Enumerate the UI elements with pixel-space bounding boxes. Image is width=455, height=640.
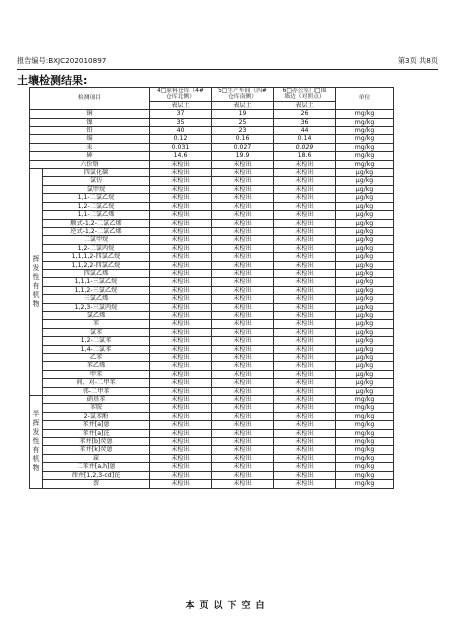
table-row [30,177,394,185]
analyte-name: 汞 [30,143,150,151]
analyte-name: 氯仿 [43,177,150,185]
unit-cell: mg/kg [336,438,394,446]
analyte-name: 䓛 [43,454,150,462]
table-row [30,412,394,420]
value-col3: 未检出 [274,337,336,345]
analyte-name: 间、对-二甲苯 [43,379,150,387]
value-col2: 0.027 [212,143,274,151]
value-col2: 未检出 [212,404,274,412]
value-col2: 未检出 [212,345,274,353]
category-svoc: 半挥发性有机物 [30,396,43,488]
table-row [30,227,394,235]
header-col1-line1: 4□原料仓库（4# [157,88,204,94]
value-col1: 未检出 [150,194,212,202]
value-col1: 40 [150,127,212,135]
value-col2: 未检出 [212,286,274,294]
unit-cell: mg/kg [336,143,394,151]
table-row [30,337,394,345]
value-col1: 未检出 [150,412,212,420]
value-col2: 未检出 [212,253,274,261]
table-row [30,396,394,404]
value-col2: 25 [212,118,274,126]
value-col3: 未检出 [274,295,336,303]
table-row [30,244,394,252]
value-col2: 未检出 [212,278,274,286]
value-col1: 未检出 [150,169,212,177]
header-col3 [274,88,336,102]
table-row [30,278,394,286]
analyte-name: 氯甲烷 [43,185,150,193]
value-col2: 未检出 [212,370,274,378]
unit-cell: μg/kg [336,202,394,210]
value-col2: 未检出 [212,429,274,437]
analyte-name: 四氯乙烯 [43,269,150,277]
value-col2: 未检出 [212,471,274,479]
value-col3: 18.6 [274,152,336,160]
unit-cell: μg/kg [336,169,394,177]
value-col2: 未检出 [212,211,274,219]
value-col2: 未检出 [212,354,274,362]
table-row [30,303,394,311]
value-col3: 未检出 [274,311,336,319]
value-col3: 未检出 [274,269,336,277]
value-col2: 未检出 [212,396,274,404]
value-col2: 未检出 [212,303,274,311]
table-row [30,379,394,387]
value-col2: 未检出 [212,194,274,202]
value-col3: 未检出 [274,328,336,336]
value-col1: 未检出 [150,387,212,395]
value-col3: 未检出 [274,454,336,462]
table-row [30,202,394,210]
table-row [30,286,394,294]
blank-notice: 本页以下空白 [185,601,270,611]
value-col2: 未检出 [212,463,274,471]
analyte-name: 1,4-二氯苯 [43,345,150,353]
report-number-label: 报告编号: [17,56,49,65]
value-col2: 未检出 [212,295,274,303]
value-col1: 37 [150,110,212,118]
unit-cell: μg/kg [336,311,394,319]
unit-cell: μg/kg [336,194,394,202]
report-number [17,54,106,68]
subheader-col1: 表层土 [150,101,212,109]
value-col1: 未检出 [150,471,212,479]
unit-cell: μg/kg [336,269,394,277]
value-col3: 未检出 [274,404,336,412]
analyte-name: 铅 [30,127,150,135]
value-col2: 未检出 [212,311,274,319]
table-row [30,446,394,454]
value-col1: 未检出 [150,269,212,277]
analyte-name: 1,2-二氯乙烷 [43,202,150,210]
analyte-name: 1,1,2,2-四氯乙烷 [43,261,150,269]
table-row [30,421,394,429]
table-row [30,127,394,135]
value-col1: 未检出 [150,311,212,319]
value-col3: 0.14 [274,135,336,143]
unit-cell: mg/kg [336,454,394,462]
header-col2 [212,88,274,102]
analyte-name: 1,1-二氯乙烷 [43,194,150,202]
header-col3-line1: 6□办公室门□围 [282,88,327,94]
unit-cell: mg/kg [336,152,394,160]
analyte-name: 砷 [30,152,150,160]
table-row [30,320,394,328]
value-col3: 未检出 [274,278,336,286]
value-col2: 未检出 [212,177,274,185]
analyte-name: 苯 [43,320,150,328]
analyte-name: 三氯乙烯 [43,295,150,303]
value-col1: 未检出 [150,261,212,269]
value-col2: 未检出 [212,202,274,210]
value-col2: 23 [212,127,274,135]
value-col2: 未检出 [212,480,274,488]
analyte-name: 茚并[1,2,3-cd]芘 [43,471,150,479]
value-col1: 未检出 [150,446,212,454]
table-row [30,429,394,437]
analyte-name: 1,1-二氯乙烯 [43,211,150,219]
value-col3: 未检出 [274,202,336,210]
analyte-name: 苯乙烯 [43,362,150,370]
value-col2: 未检出 [212,169,274,177]
analyte-name: 1,2-二氯苯 [43,337,150,345]
value-col1: 未检出 [150,320,212,328]
header-item: 检测项目 [30,88,150,110]
value-col1: 未检出 [150,354,212,362]
value-col3: 未检出 [274,236,336,244]
unit-cell: μg/kg [336,303,394,311]
value-col3: 未检出 [274,286,336,294]
unit-cell: μg/kg [336,185,394,193]
value-col1: 未检出 [150,244,212,252]
unit-cell: μg/kg [336,337,394,345]
value-col2: 未检出 [212,160,274,168]
value-col3: 未检出 [274,219,336,227]
value-col3: 未检出 [274,463,336,471]
value-col2: 未检出 [212,219,274,227]
value-col3: 未检出 [274,354,336,362]
unit-cell: μg/kg [336,345,394,353]
header-col1 [150,88,212,102]
value-col1: 35 [150,118,212,126]
value-col3: 未检出 [274,194,336,202]
unit-cell: μg/kg [336,370,394,378]
value-col3: 未检出 [274,387,336,395]
unit-cell: μg/kg [336,295,394,303]
analyte-name: 1,2,3-三氯丙烷 [43,303,150,311]
table-row [30,362,394,370]
analyte-name: 1,1,1-三氯乙烷 [43,278,150,286]
value-col1: 未检出 [150,177,212,185]
unit-cell: mg/kg [336,135,394,143]
table-row [30,328,394,336]
unit-cell: mg/kg [336,429,394,437]
value-col1: 未检出 [150,211,212,219]
value-col3: 0.029 [274,143,336,151]
table-header-row [30,88,394,102]
value-col3: 未检出 [274,412,336,420]
analyte-name: 1,1,1,2-四氯乙烷 [43,253,150,261]
report-number-value: BXJC202010897 [48,56,107,65]
value-col2: 未检出 [212,185,274,193]
value-col3: 未检出 [274,244,336,252]
table-row [30,480,394,488]
value-col3: 26 [274,110,336,118]
analyte-name: 四氯化碳 [43,169,150,177]
analyte-name: 苯并[b]荧蒽 [43,438,150,446]
value-col3: 未检出 [274,421,336,429]
unit-cell: μg/kg [336,362,394,370]
value-col1: 未检出 [150,454,212,462]
value-col3: 未检出 [274,396,336,404]
analyte-name: 邻-二甲苯 [43,387,150,395]
table-row [30,194,394,202]
value-col3: 未检出 [274,227,336,235]
table-row [30,118,394,126]
table-row [30,219,394,227]
unit-cell: mg/kg [336,127,394,135]
value-col2: 未检出 [212,438,274,446]
table-row [30,152,394,160]
value-col3: 未检出 [274,303,336,311]
value-col1: 未检出 [150,202,212,210]
unit-cell: μg/kg [336,227,394,235]
analyte-name: 镉 [30,135,150,143]
unit-cell: μg/kg [336,211,394,219]
value-col3: 未检出 [274,362,336,370]
unit-cell: μg/kg [336,379,394,387]
value-col1: 未检出 [150,303,212,311]
value-col1: 未检出 [150,219,212,227]
header-unit: 单位 [336,88,394,110]
table-row [30,387,394,395]
value-col2: 未检出 [212,269,274,277]
analyte-name: 铜 [30,110,150,118]
value-col2: 未检出 [212,362,274,370]
value-col2: 0.16 [212,135,274,143]
section-title: 土壤检测结果: [17,74,88,87]
value-col3: 未检出 [274,169,336,177]
value-col2: 19 [212,110,274,118]
unit-cell: μg/kg [336,354,394,362]
unit-cell: μg/kg [336,320,394,328]
unit-cell: mg/kg [336,110,394,118]
analyte-name: 2-氯苯酚 [43,412,150,420]
value-col3: 未检出 [274,438,336,446]
value-col1: 未检出 [150,253,212,261]
table-row [30,143,394,151]
value-col1: 未检出 [150,396,212,404]
unit-cell: mg/kg [336,446,394,454]
value-col1: 未检出 [150,429,212,437]
unit-cell: mg/kg [336,480,394,488]
table-row [30,110,394,118]
header-col1-line2: 仓库北侧） [166,94,195,101]
value-col1: 未检出 [150,328,212,336]
value-col3: 未检出 [274,429,336,437]
table-row [30,261,394,269]
unit-cell: μg/kg [336,261,394,269]
unit-cell: μg/kg [336,219,394,227]
header-col2-line1: 5□生产车间（四# [218,88,267,94]
subheader-col2: 表层土 [212,101,274,109]
analyte-name: 镍 [30,118,150,126]
value-col3: 未检出 [274,160,336,168]
value-col1: 未检出 [150,345,212,353]
analyte-name: 1,1,2-三氯乙烷 [43,286,150,294]
value-col2: 未检出 [212,412,274,420]
table-row [30,135,394,143]
value-col3: 未检出 [274,480,336,488]
value-col1: 0.031 [150,143,212,151]
unit-cell: μg/kg [336,253,394,261]
unit-cell: μg/kg [336,236,394,244]
unit-cell: mg/kg [336,396,394,404]
table-row [30,236,394,244]
header-rule [17,69,438,70]
unit-cell: μg/kg [336,278,394,286]
table-row [30,211,394,219]
value-col1: 未检出 [150,160,212,168]
analyte-name: 六价铬 [30,160,150,168]
unit-cell: mg/kg [336,404,394,412]
value-col1: 0.12 [150,135,212,143]
analyte-name: 逆式-1,2-二氯乙烯 [43,227,150,235]
value-col1: 未检出 [150,278,212,286]
value-col1: 未检出 [150,370,212,378]
value-col3: 未检出 [274,211,336,219]
table-row [30,253,394,261]
value-col2: 未检出 [212,244,274,252]
value-col3: 未检出 [274,177,336,185]
value-col1: 未检出 [150,421,212,429]
header-col2-line2: 仓库南侧） [228,94,257,101]
value-col3: 44 [274,127,336,135]
page-indicator: 第3页 共8页 [397,56,438,65]
value-col1: 未检出 [150,337,212,345]
analyte-name: 二氯甲烷 [43,236,150,244]
table-row [30,160,394,168]
header-col3-line2: 墙边（对照点） [284,94,325,101]
value-col3: 未检出 [274,379,336,387]
value-col3: 未检出 [274,345,336,353]
value-col2: 未检出 [212,337,274,345]
value-col2: 未检出 [212,421,274,429]
table-row [30,463,394,471]
unit-cell: mg/kg [336,463,394,471]
page-header [17,54,438,68]
value-col3: 未检出 [274,471,336,479]
value-col1: 未检出 [150,404,212,412]
unit-cell: mg/kg [336,471,394,479]
table-row [30,345,394,353]
value-col2: 未检出 [212,387,274,395]
analyte-name: 苯并[a]芘 [43,429,150,437]
analyte-name: 氯乙烯 [43,311,150,319]
value-col1: 未检出 [150,463,212,471]
table-row [30,370,394,378]
analyte-name: 顺式-1,2-二氯乙烯 [43,219,150,227]
subheader-col3: 表层土 [274,101,336,109]
unit-cell: μg/kg [336,328,394,336]
table-row [30,185,394,193]
value-col3: 未检出 [274,253,336,261]
table-row [30,169,394,177]
value-col2: 未检出 [212,236,274,244]
value-col3: 未检出 [274,446,336,454]
analyte-name: 二苯并[a,h]蒽 [43,463,150,471]
results-table [29,87,394,489]
value-col3: 未检出 [274,320,336,328]
category-voc: 挥发性有机物 [30,169,43,396]
value-col1: 未检出 [150,362,212,370]
value-col3: 未检出 [274,370,336,378]
value-col1: 未检出 [150,185,212,193]
analyte-name: 萘 [43,480,150,488]
table-row [30,471,394,479]
analyte-name: 乙苯 [43,354,150,362]
unit-cell: μg/kg [336,387,394,395]
unit-cell: mg/kg [336,412,394,420]
value-col1: 未检出 [150,295,212,303]
value-col1: 未检出 [150,438,212,446]
analyte-name: 苯并[k]荧蒽 [43,446,150,454]
analyte-name: 甲苯 [43,370,150,378]
analyte-name: 苯胺 [43,404,150,412]
analyte-name: 苯并[a]蒽 [43,421,150,429]
value-col1: 14.6 [150,152,212,160]
value-col2: 未检出 [212,261,274,269]
table-body [30,110,394,488]
value-col3: 36 [274,118,336,126]
value-col2: 未检出 [212,454,274,462]
table-row [30,438,394,446]
unit-cell: mg/kg [336,160,394,168]
table-row [30,269,394,277]
table-row [30,295,394,303]
value-col2: 未检出 [212,446,274,454]
table-row [30,404,394,412]
unit-cell: μg/kg [336,177,394,185]
unit-cell: μg/kg [336,244,394,252]
table-row [30,354,394,362]
value-col2: 未检出 [212,320,274,328]
unit-cell: μg/kg [336,286,394,294]
table-row [30,311,394,319]
value-col2: 未检出 [212,379,274,387]
value-col1: 未检出 [150,236,212,244]
value-col3: 未检出 [274,185,336,193]
unit-cell: mg/kg [336,421,394,429]
value-col3: 未检出 [274,261,336,269]
table-row [30,454,394,462]
analyte-name: 氯苯 [43,328,150,336]
value-col1: 未检出 [150,379,212,387]
value-col1: 未检出 [150,480,212,488]
value-col2: 未检出 [212,227,274,235]
analyte-name: 硝基苯 [43,396,150,404]
value-col2: 未检出 [212,328,274,336]
value-col2: 19.9 [212,152,274,160]
unit-cell: mg/kg [336,118,394,126]
value-col1: 未检出 [150,286,212,294]
value-col1: 未检出 [150,227,212,235]
analyte-name: 1,2-二氯丙烷 [43,244,150,252]
